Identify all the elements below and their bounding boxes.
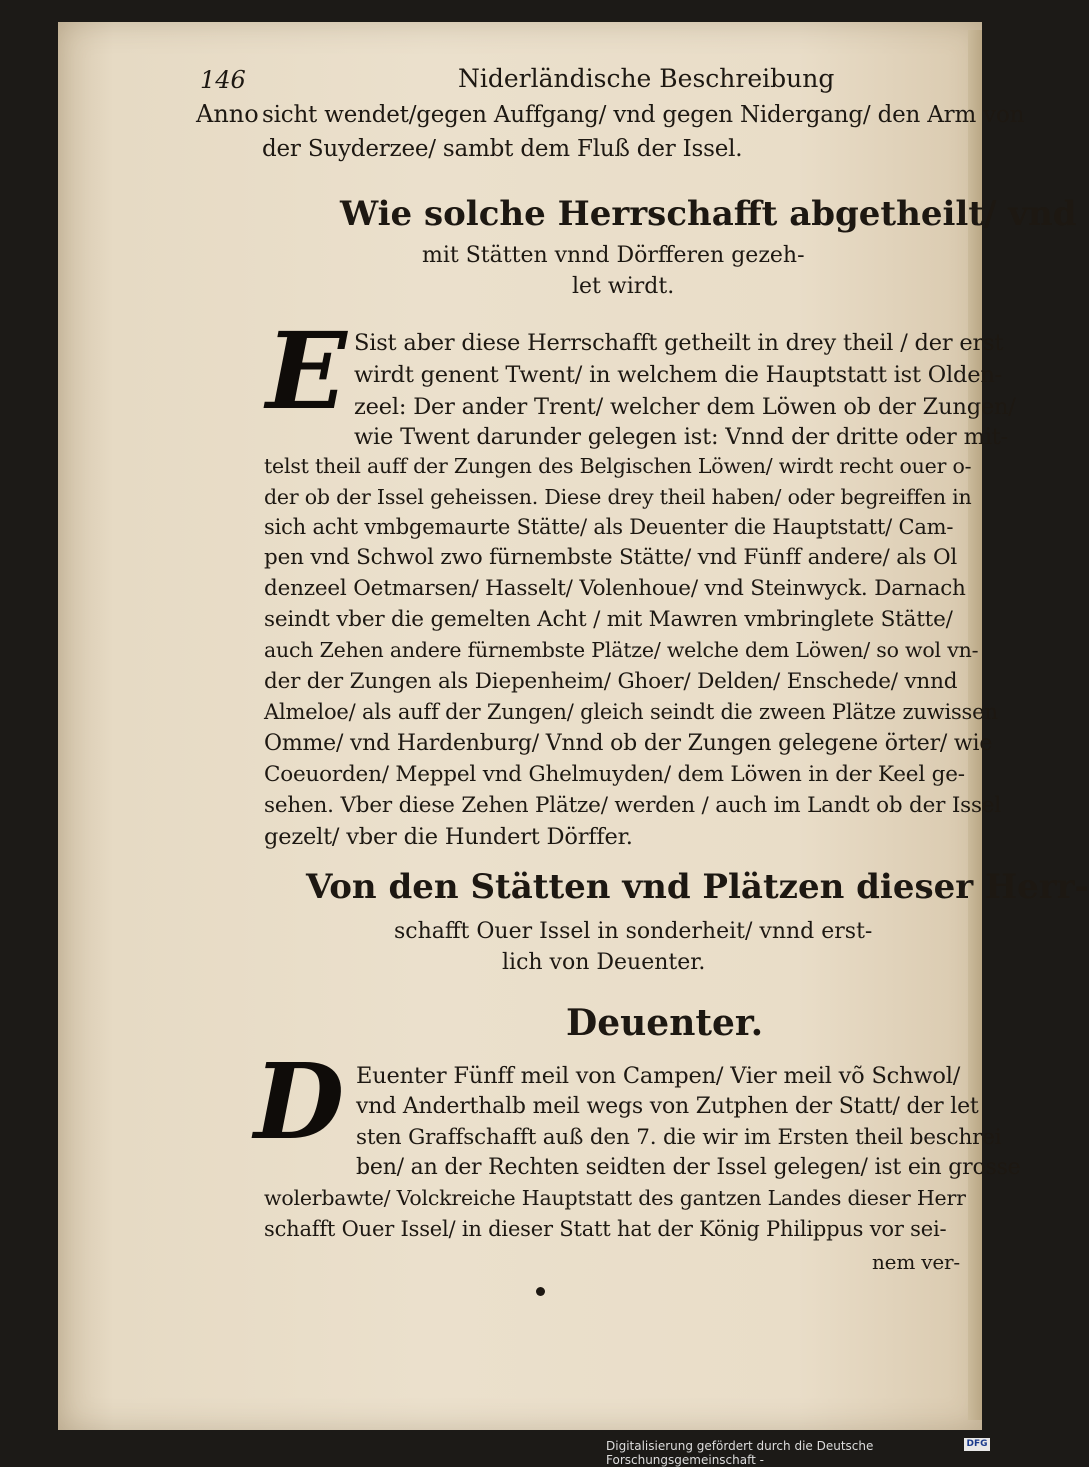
body-line: denzeel Oetmarsen/ Hasselt/ Volenhoue/ vnd Steinwyck. Darnach: [264, 576, 966, 601]
section2-subheading: lich von Deuenter.: [502, 950, 706, 975]
running-title: Niderländische Beschreibung: [458, 64, 835, 93]
body-line: wolerbawte/ Volckreiche Hauptstatt des gantzen Landes dieser Herr: [264, 1186, 966, 1210]
body-line: sich acht vmbgemaurte Stätte/ als Deuenter die Hauptstatt/ Cam-: [264, 515, 954, 539]
dfg-logo-icon: DFG: [964, 1438, 990, 1451]
body-line: vnd Anderthalb meil wegs von Zutphen der Statt/ der let: [356, 1094, 979, 1119]
body-line: Coeuorden/ Meppel vnd Ghelmuyden/ dem Löwen in der Keel ge-: [264, 762, 965, 787]
body-line: Almeloe/ als auff der Zungen/ gleich seindt die zween Plätze zuwissen: [264, 700, 998, 724]
section1-heading: Wie solche Herrschafft abgetheilt/ vnd: [340, 194, 1077, 234]
section3-dropcap: D: [254, 1040, 345, 1163]
catchword: nem ver-: [872, 1250, 960, 1274]
page-number: 146: [200, 66, 246, 94]
body-line: schafft Ouer Issel/ in dieser Statt hat der König Philippus vor sei-: [264, 1217, 947, 1241]
section1-subheading: let wirdt.: [572, 274, 675, 299]
intro-line: sicht wendet/gegen Auffgang/ vnd gegen Nidergang/ den Arm von: [262, 102, 1025, 128]
body-line: Sist aber diese Herrschafft getheilt in drey theil / der erst: [354, 330, 1004, 356]
body-line: pen vnd Schwol zwo fürnembste Stätte/ vnd Fünff andere/ als Ol: [264, 545, 958, 570]
body-line: sehen. Vber diese Zehen Plätze/ werden / auch im Landt ob der Issel: [264, 793, 1001, 818]
section1-dropcap: E: [266, 308, 347, 433]
body-line: auch Zehen andere fürnembste Plätze/ welche dem Löwen/ so wol vn-: [264, 638, 979, 662]
section2-heading: Von den Stätten vnd Plätzen dieser Herr-: [306, 867, 1089, 907]
body-line: gezelt/ vber die Hundert Dörffer.: [264, 824, 633, 850]
body-line: sten Graffschafft auß den 7. die wir im Ersten theil beschrei: [356, 1125, 1002, 1150]
section2-subheading: schafft Ouer Issel in sonderheit/ vnnd erst-: [394, 919, 873, 944]
body-line: der ob der Issel geheissen. Diese drey theil haben/ oder begreiffen in: [264, 485, 972, 509]
digitization-credit: Digitalisierung gefördert durch die Deutsche Forschungsgemeinschaft -: [606, 1439, 874, 1467]
body-line: Euenter Fünff meil von Campen/ Vier meil võ Schwol/: [356, 1063, 961, 1089]
signature-mark: [536, 1287, 545, 1296]
body-line: der der Zungen als Diepenheim/ Ghoer/ Delden/ Enschede/ vnnd: [264, 669, 958, 694]
section3-heading: Deuenter.: [566, 1002, 764, 1044]
margin-note: Anno: [196, 100, 259, 128]
body-line: zeel: Der ander Trent/ welcher dem Löwen ob der Zungen/: [354, 394, 1016, 420]
body-line: wirdt genent Twent/ in welchem die Hauptstatt ist Olden-: [354, 362, 1003, 388]
body-line: seindt vber die gemelten Acht / mit Mawren vmbringlete Stätte/: [264, 607, 953, 632]
page-edge: [968, 30, 982, 1420]
body-line: telst theil auff der Zungen des Belgischen Löwen/ wirdt recht ouer o-: [264, 454, 972, 478]
section1-subheading: mit Stätten vnnd Dörfferen gezeh-: [422, 243, 805, 268]
intro-line: der Suyderzee/ sambt dem Fluß der Issel.: [262, 136, 743, 162]
body-line: Omme/ vnd Hardenburg/ Vnnd ob der Zungen gelegene örter/ wie: [264, 731, 993, 756]
body-line: ben/ an der Rechten seidten der Issel gelegen/ ist ein grosse: [356, 1155, 1021, 1180]
body-line: wie Twent darunder gelegen ist: Vnnd der dritte oder mit-: [354, 424, 1008, 450]
